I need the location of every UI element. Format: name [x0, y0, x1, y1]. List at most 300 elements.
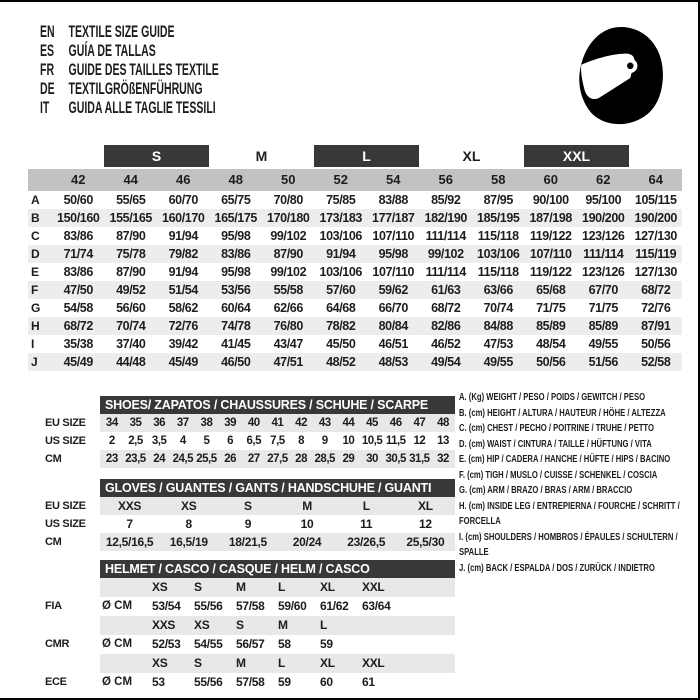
measurement-cell: 190/200 — [582, 211, 625, 225]
row-label: EU SIZE — [45, 417, 86, 429]
measurement-cell: 111/114 — [583, 247, 624, 261]
legend-item: G. (cm) ARM / BRAZO / BRAS / ARM / BRACCIO — [459, 484, 633, 496]
helmet-size-label-cell: L — [278, 656, 286, 670]
measurement-legend — [459, 390, 691, 576]
shoes-size-cell: 35 — [129, 417, 142, 429]
row-label: EU SIZE — [45, 500, 86, 512]
measurement-cell: 45/50 — [326, 337, 356, 351]
helmet-data-row — [45, 635, 455, 654]
gloves-size-cell: 11 — [360, 517, 373, 531]
row-label: G — [31, 301, 41, 315]
legend-item: D. (cm) WAIST / CINTURA / TAILLE / HÜFTUNG / VITA — [459, 437, 652, 450]
gloves-row — [45, 497, 455, 515]
measurement-cell: 127/130 — [634, 229, 677, 243]
row-label-spacer — [45, 654, 100, 673]
measurement-cell: 50/60 — [63, 193, 93, 207]
row-label: H — [31, 319, 40, 333]
gloves-size-cell: 8 — [185, 517, 192, 531]
measurement-cell: 82/86 — [431, 319, 461, 333]
helmet-value-cell: 57/58 — [236, 599, 265, 613]
measurement-cell: 60/70 — [168, 193, 198, 207]
unit-spacer — [100, 578, 152, 597]
language-code: DE — [40, 78, 55, 98]
row-label: B — [31, 211, 40, 225]
shoes-size-cell: 6,5 — [246, 435, 262, 447]
measurement-cell: 85/89 — [536, 319, 566, 333]
size-number-cell: 52 — [333, 172, 348, 187]
measurement-cell: 150/160 — [57, 211, 100, 225]
measurement-cell: 165/175 — [214, 211, 257, 225]
measurement-cell: 51/54 — [168, 283, 198, 297]
row-label: A — [31, 193, 40, 207]
shoes-size-cell: 26 — [224, 453, 236, 465]
measurement-cell: 68/72 — [63, 319, 93, 333]
shoes-size-cell: 36 — [153, 417, 166, 429]
shoes-size-cell: 40 — [247, 417, 260, 429]
row-cells — [100, 414, 455, 432]
measurement-cell: 46/50 — [221, 355, 251, 369]
shoes-size-cell: 24,5 — [172, 453, 193, 465]
legend-item: A. (Kg) WEIGHT / PESO / POIDS / GEWITCH / PESO — [459, 391, 646, 403]
row-label: CM — [45, 536, 62, 548]
measurement-cell: 78/82 — [326, 319, 356, 333]
measurement-cell: 68/72 — [431, 301, 461, 315]
measurement-cell: 70/80 — [273, 193, 303, 207]
measurement-cell: 80/84 — [378, 319, 408, 333]
shoes-size-cell: 9 — [321, 435, 328, 447]
measurement-cell: 48/52 — [326, 355, 356, 369]
helmet-standard-group — [45, 616, 455, 654]
language-code: ES — [40, 40, 55, 60]
measurement-cell: 45/49 — [63, 355, 93, 369]
band-l: L — [314, 145, 419, 167]
measurement-cell: 45/49 — [168, 355, 198, 369]
helmet-value-cells — [100, 597, 455, 616]
helmet-sizes-row — [45, 654, 455, 673]
shoes-size-cell: 27 — [247, 453, 260, 465]
language-title: GUÍA DE TALLAS — [68, 40, 156, 60]
measurement-cell: 50/56 — [536, 355, 566, 369]
helmet-value-cell: 53 — [152, 675, 165, 689]
measurement-cell: 95/98 — [378, 247, 408, 261]
measurement-cell: 111/114 — [425, 229, 466, 243]
helmet-size-label-cell: XL — [320, 580, 335, 594]
legend-item: E. (cm) HIP / CADERA / HANCHE / HÜFTE / HIPS / BACINO — [459, 453, 671, 465]
measurement-cell: 35/38 — [63, 337, 93, 351]
measurement-cell: 107/110 — [372, 265, 415, 279]
gloves-size-cell: L — [362, 499, 370, 513]
measurement-cell: 83/86 — [63, 265, 93, 279]
shoes-row — [45, 432, 455, 450]
shoes-size-cell: 7,5 — [270, 435, 285, 447]
helmet-value-cell: 54/55 — [194, 637, 223, 651]
measurement-cell: 185/195 — [477, 211, 520, 225]
row-cells — [100, 515, 455, 533]
gloves-table-header: GLOVES / GUANTES / GANTS / HANDSCHUHE / GUANTI — [100, 479, 455, 497]
size-number-cell: 54 — [386, 172, 401, 187]
helmet-data-row — [45, 597, 455, 616]
size-number-cell: 62 — [596, 172, 611, 187]
textile-size-table — [28, 145, 682, 371]
helmet-size-label-cell: S — [194, 656, 202, 670]
shoes-size-cell: 37 — [176, 417, 189, 429]
measurement-row — [28, 191, 682, 209]
helmet-value-cells — [100, 673, 455, 692]
helmet-size-label-cell: M — [236, 656, 246, 670]
language-code: FR — [40, 59, 55, 79]
shoes-size-cell: 11,5 — [385, 435, 406, 447]
band-spacer-right — [629, 145, 682, 167]
measurement-row — [28, 281, 682, 299]
measurement-cell: 65/75 — [221, 193, 251, 207]
shoes-size-cell: 5 — [203, 435, 210, 447]
row-cells — [100, 432, 455, 450]
helmet-value-cell: 61 — [362, 675, 375, 689]
measurement-cell: 39/42 — [168, 337, 198, 351]
helmet-value-cell: 57/58 — [236, 675, 265, 689]
language-title-row — [40, 98, 219, 117]
standard-label: ECE — [45, 676, 67, 688]
helmet-size-label-cell: L — [320, 618, 328, 632]
measurement-cell: 71/74 — [63, 247, 93, 261]
shoes-size-cell: 47 — [413, 417, 426, 429]
unit-label: Ø CM — [102, 638, 133, 650]
language-title: GUIDE DES TAILLES TEXTILE — [68, 59, 219, 79]
legend-item: F. (cm) TIGH / MUSLO / CUISSE / SCHENKEL / COSCIA — [459, 468, 658, 481]
gloves-row — [45, 533, 455, 551]
measurement-cell: 75/85 — [326, 193, 356, 207]
shoes-size-cell: 27,5 — [267, 453, 288, 465]
helmet-value-cell: 59 — [320, 637, 333, 651]
gloves-size-cell: M — [302, 499, 312, 513]
helmet-value-cell: 59/60 — [278, 599, 307, 613]
row-label: CM — [45, 453, 62, 465]
measurement-cell: 99/102 — [270, 229, 307, 243]
measurement-cell: 44/48 — [116, 355, 146, 369]
shoes-size-cell: 2,5 — [128, 435, 143, 447]
measurement-cell: 76/80 — [273, 319, 303, 333]
measurement-cell: 55/58 — [273, 283, 303, 297]
standard-label: CMR — [45, 638, 70, 650]
language-title: TEXTILGRÖßENFÜHRUNG — [68, 78, 203, 98]
measurement-cell: 119/122 — [529, 229, 572, 243]
shoes-size-cell: 46 — [389, 417, 402, 429]
shoes-size-cell: 6 — [227, 435, 234, 447]
row-label: D — [31, 247, 40, 261]
helmet-sizes-row — [45, 616, 455, 635]
helmet-size-label-cell: XS — [194, 618, 210, 632]
band-xl: XL — [462, 148, 481, 164]
helmet-data-row — [45, 673, 455, 692]
helmet-standard-group — [45, 578, 455, 616]
measurement-cell: 51/56 — [588, 355, 618, 369]
measurement-cell: 62/66 — [273, 301, 303, 315]
measurement-cell: 72/76 — [168, 319, 198, 333]
measurement-cell: 58/62 — [168, 301, 198, 315]
helmet-size-label-cell: M — [278, 618, 288, 632]
measurement-cell: 67/70 — [588, 283, 618, 297]
shoes-size-cell: 43 — [318, 417, 331, 429]
measurement-cell: 160/170 — [162, 211, 205, 225]
shoes-size-cell: 30 — [366, 453, 378, 465]
measurement-cell: 119/122 — [529, 265, 572, 279]
size-number-cell: 60 — [543, 172, 558, 187]
legend-item: H. (cm) INSIDE LEG / ENTREPIERNA / FOURCHE / SCHRITT / FORCELLA — [459, 499, 680, 527]
measurement-cell: 115/119 — [635, 247, 677, 261]
measurement-cell: 64/68 — [326, 301, 356, 315]
shoes-size-cell: 2 — [108, 435, 115, 447]
size-numbers-row — [28, 169, 682, 191]
helmet-value-cell: 60 — [320, 675, 333, 689]
measurement-cell: 46/52 — [431, 337, 461, 351]
size-number-cell: 42 — [71, 172, 86, 187]
shoes-size-cell: 10,5 — [361, 435, 383, 447]
measurement-row — [28, 335, 682, 353]
shoes-size-cell: 48 — [437, 417, 449, 429]
band-spacer-left — [28, 145, 104, 167]
helmet-value-cell: 53/54 — [152, 599, 181, 613]
size-number-cell: 58 — [491, 172, 506, 187]
standard-label: FIA — [45, 600, 62, 612]
helmet-value-cell: 55/56 — [194, 599, 223, 613]
row-label: US SIZE — [45, 435, 86, 447]
legend-item: C. (cm) CHEST / PECHO / POITRINE / TRUHE / PETTO — [459, 422, 654, 434]
measurement-rows — [28, 191, 682, 371]
measurement-cell: 103/106 — [477, 247, 520, 261]
shoes-size-table — [45, 396, 455, 468]
measurement-cell: 52/58 — [641, 355, 671, 369]
helmet-value-cell: 58 — [278, 637, 291, 651]
measurement-row — [28, 353, 682, 371]
gloves-size-cell: 18/21,5 — [228, 535, 267, 549]
helmet-icon — [566, 22, 668, 128]
measurement-cell: 95/98 — [221, 265, 251, 279]
helmet-size-cells — [100, 654, 455, 673]
shoes-rows — [45, 414, 455, 468]
shoes-row — [45, 414, 455, 432]
measurement-cell: 79/82 — [168, 247, 198, 261]
language-code: EN — [40, 21, 55, 41]
row-label: F — [31, 283, 39, 297]
shoes-size-cell: 13 — [437, 435, 449, 447]
helmet-size-label-cell: XXL — [362, 580, 385, 594]
helmet-size-label-cell: XXL — [362, 656, 385, 670]
measurement-cell: 55/65 — [116, 193, 146, 207]
measurement-cell: 75/78 — [116, 247, 146, 261]
measurement-cell: 49/52 — [116, 283, 146, 297]
legend-item: B. (cm) HEIGHT / ALTURA / HAUTEUR / HÖHE / ALTEZZA — [459, 406, 666, 419]
helmet-table-header: HELMET / CASCO / CASQUE / HELM / CASCO — [100, 560, 455, 578]
unit-spacer — [100, 654, 152, 673]
shoes-size-cell: 38 — [200, 417, 213, 429]
shoes-size-cell: 24 — [153, 453, 166, 465]
measurement-cell: 41/45 — [221, 337, 251, 351]
row-label-spacer — [45, 616, 100, 635]
language-title: GUIDA ALLE TAGLIE TESSILI — [68, 97, 216, 117]
size-number-cell: 50 — [281, 172, 296, 187]
shoes-size-cell: 29 — [342, 453, 355, 465]
measurement-cell: 83/88 — [378, 193, 408, 207]
gloves-size-table — [45, 479, 455, 551]
shoes-size-cell: 32 — [437, 453, 449, 465]
gloves-size-cell: XXS — [118, 499, 142, 513]
measurement-cell: 54/58 — [63, 301, 93, 315]
measurement-cell: 70/74 — [116, 319, 146, 333]
helmet-standard-groups — [45, 578, 455, 692]
measurement-cell: 107/110 — [372, 229, 415, 243]
helmet-size-label-cell: S — [236, 618, 244, 632]
helmet-sizes-row — [45, 578, 455, 597]
language-title-row — [40, 22, 219, 41]
measurement-row — [28, 245, 682, 263]
measurement-cell: 87/95 — [483, 193, 513, 207]
size-band-row — [28, 145, 682, 169]
measurement-cell: 43/47 — [273, 337, 303, 351]
measurement-cell: 85/92 — [431, 193, 461, 207]
gloves-size-cell: 16,5/19 — [169, 535, 208, 549]
measurement-cell: 111/114 — [425, 265, 466, 279]
language-title-row — [40, 41, 219, 60]
measurement-cell: 123/126 — [582, 229, 625, 243]
gloves-size-cell: S — [244, 499, 252, 513]
measurement-cell: 59/62 — [378, 283, 408, 297]
measurement-cell: 63/66 — [483, 283, 513, 297]
measurement-cell: 60/64 — [221, 301, 251, 315]
measurement-cell: 47/53 — [483, 337, 513, 351]
gloves-size-cell: 25,5/30 — [406, 535, 445, 549]
gloves-row — [45, 515, 455, 533]
measurement-cell: 84/88 — [483, 319, 513, 333]
measurement-cell: 87/90 — [273, 247, 303, 261]
size-number-cell: 46 — [176, 172, 191, 187]
size-row-label-spacer — [28, 169, 52, 191]
measurement-cell: 115/118 — [477, 229, 519, 243]
measurement-cell: 87/90 — [116, 229, 146, 243]
shoes-size-cell: 28,5 — [314, 453, 335, 465]
measurement-cell: 107/110 — [529, 247, 572, 261]
size-number-cell: 56 — [438, 172, 453, 187]
helmet-size-label-cell: S — [194, 580, 202, 594]
measurement-cell: 190/200 — [634, 211, 677, 225]
unit-label: Ø CM — [102, 676, 133, 688]
gloves-size-cell: 10 — [300, 517, 314, 531]
gloves-size-cell: 23/26,5 — [347, 535, 386, 549]
measurement-cell: 50/56 — [641, 337, 671, 351]
measurement-row — [28, 209, 682, 227]
measurement-cell: 123/126 — [582, 265, 625, 279]
helmet-size-label-cell: XS — [152, 580, 168, 594]
shoes-size-cell: 25,5 — [196, 453, 217, 465]
measurement-cell: 91/94 — [326, 247, 356, 261]
measurement-cell: 49/55 — [483, 355, 513, 369]
measurement-cell: 87/91 — [641, 319, 671, 333]
gloves-size-cell: XL — [417, 499, 433, 513]
measurement-cell: 87/90 — [116, 265, 146, 279]
shoes-row — [45, 450, 455, 468]
measurement-cell: 37/40 — [116, 337, 146, 351]
row-label: E — [31, 265, 40, 279]
shoes-size-cell: 12 — [413, 435, 426, 447]
shoes-size-cell: 41 — [271, 417, 284, 429]
row-label: J — [31, 355, 38, 369]
language-code: IT — [40, 97, 50, 117]
measurement-cell: 65/68 — [536, 283, 566, 297]
measurement-row — [28, 263, 682, 281]
shoes-size-cell: 34 — [105, 417, 118, 429]
helmet-size-cells — [100, 616, 455, 635]
shoes-size-cell: 39 — [224, 417, 236, 429]
measurement-cell: 74/78 — [221, 319, 251, 333]
gloves-size-cell: 12,5/16,5 — [105, 535, 154, 549]
helmet-value-cell: 56/57 — [236, 637, 265, 651]
helmet-value-cell: 61/62 — [320, 599, 349, 613]
language-title-row — [40, 60, 219, 79]
measurement-cell: 105/115 — [634, 193, 677, 207]
shoes-size-cell: 3,5 — [151, 435, 167, 447]
measurement-row — [28, 227, 682, 245]
gloves-size-cell: 7 — [126, 517, 133, 531]
measurement-cell: 155/165 — [109, 211, 152, 225]
measurement-cell: 115/118 — [477, 265, 519, 279]
shoes-size-cell: 10 — [342, 435, 355, 447]
shoes-size-cell: 31,5 — [409, 453, 430, 465]
gloves-rows — [45, 497, 455, 551]
shoes-size-cell: 23 — [105, 453, 118, 465]
helmet-size-label-cell: XL — [320, 656, 335, 670]
measurement-cell: 49/55 — [588, 337, 618, 351]
helmet-size-table — [45, 560, 455, 692]
measurement-cell: 53/56 — [221, 283, 251, 297]
measurement-cell: 99/102 — [427, 247, 464, 261]
band-m: M — [255, 148, 268, 164]
measurement-cell: 187/198 — [529, 211, 572, 225]
measurement-cell: 177/187 — [372, 211, 415, 225]
measurement-cell: 47/50 — [63, 283, 93, 297]
row-cells — [100, 533, 455, 551]
unit-label: Ø CM — [102, 600, 133, 612]
row-cells — [100, 450, 455, 468]
gloves-size-cell: 12 — [418, 517, 432, 531]
measurement-cell: 90/100 — [532, 193, 569, 207]
measurement-cell: 57/60 — [326, 283, 356, 297]
measurement-cell: 91/94 — [168, 229, 198, 243]
measurement-cell: 182/190 — [424, 211, 467, 225]
measurement-cell: 48/53 — [378, 355, 408, 369]
shoes-size-cell: 45 — [366, 417, 378, 429]
size-number-cell: 64 — [648, 172, 663, 187]
measurement-cell: 71/75 — [536, 301, 566, 315]
measurement-cell: 173/183 — [319, 211, 362, 225]
measurement-cell: 72/76 — [641, 301, 671, 315]
measurement-cell: 99/102 — [270, 265, 307, 279]
measurement-cell: 71/75 — [588, 301, 618, 315]
gloves-size-cell: 9 — [244, 517, 252, 531]
size-number-cell: 44 — [123, 172, 138, 187]
legend-item: J. (cm) BACK / ESPALDA / DOS / ZURÜCK / INDIETRO — [459, 561, 655, 574]
measurement-cell: 103/106 — [319, 229, 362, 243]
measurement-cell: 170/180 — [267, 211, 310, 225]
helmet-value-cell: 63/64 — [362, 599, 391, 613]
helmet-size-label-cell: XS — [152, 656, 168, 670]
measurement-cell: 56/60 — [116, 301, 146, 315]
gloves-size-cell: 20/24 — [292, 535, 322, 549]
language-title: TEXTILE SIZE GUIDE — [68, 21, 175, 41]
helmet-value-cell: 55/56 — [194, 675, 223, 689]
shoes-size-cell: 4 — [179, 435, 186, 447]
measurement-cell: 68/72 — [641, 283, 671, 297]
helmet-size-label-cell: L — [278, 580, 286, 594]
measurement-cell: 61/63 — [431, 283, 461, 297]
